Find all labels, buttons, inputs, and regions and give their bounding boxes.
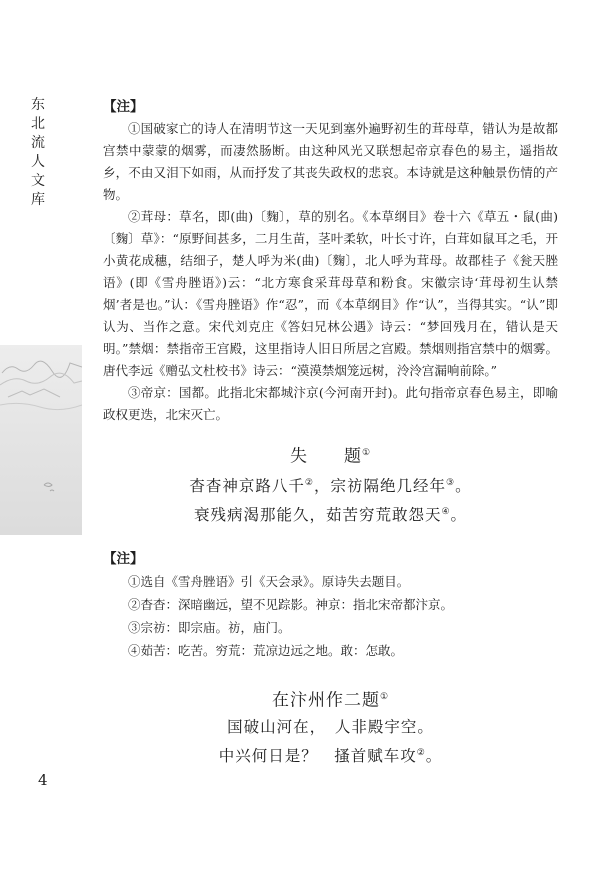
series-char: 东: [31, 97, 45, 113]
footnote-mark: ③: [446, 477, 456, 488]
series-char: 人: [31, 154, 45, 170]
poem-line: [103, 499, 558, 528]
page-number: 4: [38, 771, 48, 789]
poem-line: [103, 740, 558, 769]
page-content: [103, 96, 558, 769]
series-char: 文: [31, 173, 45, 189]
poem-line: 国破山河在， 人非殿宇空。: [227, 717, 434, 736]
ink-landscape-icon: [0, 345, 82, 535]
note-paragraph: ②茸母：草名，即(曲)〔麴〕，草的别名。《本草纲目》卷十六《草五・鼠(曲)〔麴〕草》：“原野间甚多，二月生苗，茎叶柔软，叶长寸许，白茸如鼠耳之毛，开小黄花成穗，结细子，楚人呼为米(曲)〔麴〕，北人呼为茸母。故郡桂子《瓮天脞语》(即《雪舟脞语》)云：“北方寒食采茸母草和粉食。宋徽宗诗‘茸母初生认禁烟’者是也。”认：《雪舟脞语》作“忍”，而《本草纲目》作“认”，当得其实。“认”即认为、当作之意。宋代刘克庄《答妇兄林公遇》诗云：“梦回残月在，错认是天明。”禁烟：禁指帝王宫殿，这里指诗人旧日所居之宫殿。禁烟则指宫禁中的烟雾。唐代李远《赠弘文杜校书》诗云：“漠漠禁烟笼远树，泠泠宫漏响前除。”: [103, 209, 558, 378]
poem-title: [103, 440, 558, 470]
series-title-vertical: [28, 96, 48, 210]
note-heading: 【注】: [103, 99, 144, 115]
note-item: ③宗祊：即宗庙。祊，庙门。: [128, 619, 291, 635]
poem-text: 中兴何日是？ 搔首赋车攻: [218, 746, 417, 765]
note-paragraph: ①国破家亡的诗人在清明节这一天见到塞外遍野初生的茸母草，错认为是故都宫禁中蒙蒙的烟雾，而凄然肠断。由这种风光又联想起帝京春色的易主，遥指故乡，不由又泪下如雨，从而抒发了其丧失政权的悲哀。本诗就是这种触景伤情的产物。: [103, 121, 558, 202]
footnote-mark: ②: [304, 477, 314, 488]
note-item: ②杳杳：深暗幽远，望不见踪影。神京：指北宋帝都汴京。: [128, 596, 454, 612]
note-item: ①选自《雪舟脞语》引《天会录》。原诗失去题目。: [128, 573, 410, 589]
footnote-mark: ④: [441, 506, 451, 517]
footnote-mark: ①: [361, 448, 372, 458]
series-char: 北: [31, 116, 45, 132]
series-char: 库: [31, 192, 45, 208]
poem-text: 。: [425, 746, 443, 765]
poem-line: [103, 470, 558, 499]
series-char: 流: [31, 135, 45, 151]
landscape-painting-decoration: [0, 345, 82, 535]
poem-title-text: 失 题: [289, 446, 362, 467]
poem-text: 。: [455, 476, 472, 495]
note-item: ④茹苦：吃苦。穷荒：荒凉边远之地。敢：怎敢。: [128, 642, 404, 658]
footnote-mark: ②: [416, 747, 426, 758]
poem-title: [103, 684, 558, 714]
poem-text: 杳杳神京路八千: [189, 476, 305, 495]
footnote-mark: ①: [379, 691, 390, 702]
poem-text: 。: [450, 505, 468, 524]
poem-title-text: 在汴州作二题: [271, 690, 380, 711]
poem-text: ，宗祊隔绝几经年: [313, 476, 446, 495]
note-paragraph: ③帝京：国都。此指北宋都城汴京(今河南开封)。此句指帝京春色易主，即喻政权更迭，北宋灭亡。: [103, 385, 558, 422]
note-heading: 【注】: [103, 550, 144, 567]
poem-text: 衰残病渴那能久，茹苦穷荒敢怨天: [193, 505, 442, 524]
